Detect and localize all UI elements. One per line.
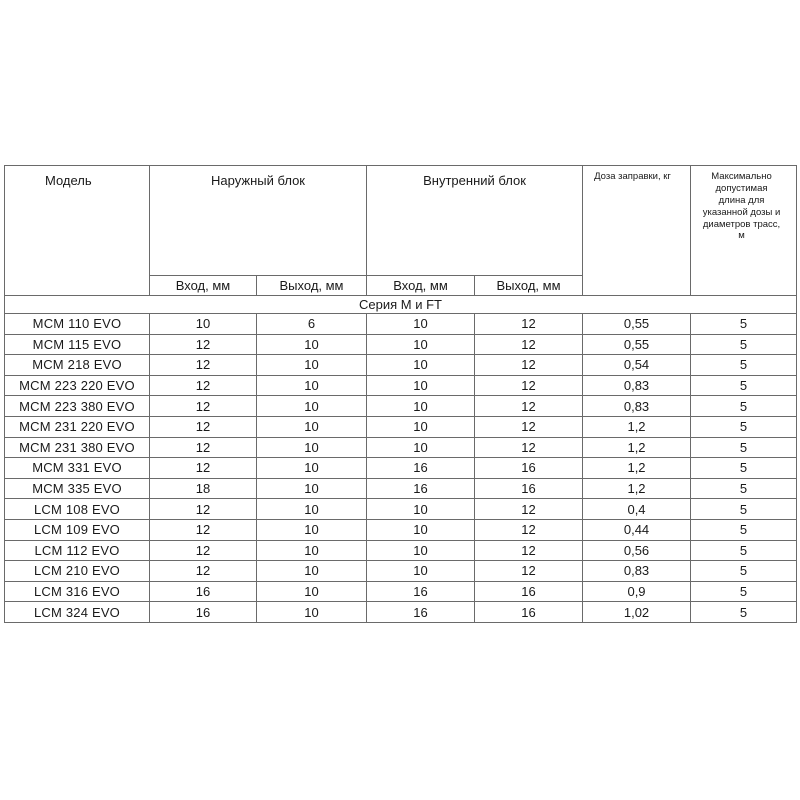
cell-outdoor-in: 16 [150,581,257,602]
cell-outdoor-out: 10 [257,375,367,396]
cell-dose: 0,44 [583,519,691,540]
cell-indoor-out: 16 [475,581,583,602]
cell-max-length: 5 [691,561,797,582]
cell-max-length: 5 [691,499,797,520]
table-row [5,416,797,437]
header-model: Модель [5,166,150,296]
header-outdoor-outlet: Выход, мм [257,276,367,296]
cell-outdoor-in: 18 [150,478,257,499]
cell-outdoor-out: 10 [257,355,367,376]
cell-outdoor-in: 16 [150,602,257,623]
table-row [5,540,797,561]
cell-max-length: 5 [691,416,797,437]
cell-indoor-in: 16 [367,602,475,623]
cell-model: MCM 110 EVO [5,314,150,335]
cell-outdoor-in: 12 [150,437,257,458]
cell-max-length: 5 [691,581,797,602]
table-row [5,458,797,479]
cell-indoor-in: 10 [367,540,475,561]
cell-dose: 0,54 [583,355,691,376]
cell-indoor-out: 12 [475,375,583,396]
cell-dose: 1,2 [583,416,691,437]
cell-max-length: 5 [691,437,797,458]
cell-outdoor-in: 12 [150,355,257,376]
cell-model: LCM 316 EVO [5,581,150,602]
cell-max-length: 5 [691,396,797,417]
table-row [5,499,797,520]
table-row [5,602,797,623]
header-charge-dose: Доза заправки, кг [583,166,691,296]
table-row [5,561,797,582]
cell-indoor-out: 16 [475,478,583,499]
cell-model: MCM 231 380 EVO [5,437,150,458]
header-indoor-outlet: Выход, мм [475,276,583,296]
series-row [5,296,797,314]
cell-indoor-in: 16 [367,478,475,499]
cell-indoor-out: 12 [475,416,583,437]
cell-max-length: 5 [691,602,797,623]
cell-indoor-in: 10 [367,355,475,376]
cell-dose: 0,4 [583,499,691,520]
cell-max-length: 5 [691,519,797,540]
cell-indoor-out: 12 [475,540,583,561]
cell-outdoor-out: 6 [257,314,367,335]
cell-model: LCM 109 EVO [5,519,150,540]
cell-dose: 0,9 [583,581,691,602]
cell-outdoor-in: 12 [150,396,257,417]
cell-outdoor-in: 12 [150,499,257,520]
cell-indoor-in: 16 [367,581,475,602]
cell-indoor-out: 12 [475,314,583,335]
table-row [5,519,797,540]
cell-indoor-out: 12 [475,519,583,540]
cell-model: LCM 210 EVO [5,561,150,582]
cell-model: MCM 223 380 EVO [5,396,150,417]
cell-outdoor-out: 10 [257,499,367,520]
cell-outdoor-in: 12 [150,458,257,479]
cell-model: MCM 115 EVO [5,334,150,355]
cell-outdoor-out: 10 [257,519,367,540]
cell-indoor-in: 10 [367,334,475,355]
header-indoor-inlet: Вход, мм [367,276,475,296]
cell-outdoor-out: 10 [257,416,367,437]
cell-dose: 0,56 [583,540,691,561]
header-max-length: Максимально допустимая длина для указанной дозы и диаметров трасс, м [691,166,797,296]
cell-model: MCM 231 220 EVO [5,416,150,437]
cell-indoor-out: 12 [475,355,583,376]
header-outdoor-inlet: Вход, мм [150,276,257,296]
cell-dose: 0,55 [583,314,691,335]
header-outdoor-unit: Наружный блок [150,166,367,276]
cell-outdoor-out: 10 [257,458,367,479]
cell-indoor-in: 10 [367,314,475,335]
cell-indoor-out: 16 [475,602,583,623]
cell-indoor-out: 12 [475,561,583,582]
table-row [5,478,797,499]
cell-outdoor-in: 10 [150,314,257,335]
cell-max-length: 5 [691,314,797,335]
cell-model: MCM 331 EVO [5,458,150,479]
cell-outdoor-in: 12 [150,561,257,582]
cell-indoor-in: 10 [367,561,475,582]
cell-outdoor-in: 12 [150,375,257,396]
table-row [5,396,797,417]
cell-model: MCM 218 EVO [5,355,150,376]
cell-outdoor-in: 12 [150,334,257,355]
cell-indoor-in: 10 [367,396,475,417]
cell-outdoor-out: 10 [257,602,367,623]
cell-outdoor-in: 12 [150,519,257,540]
cell-dose: 1,2 [583,437,691,458]
cell-dose: 0,55 [583,334,691,355]
cell-indoor-out: 16 [475,458,583,479]
cell-dose: 0,83 [583,375,691,396]
cell-indoor-in: 10 [367,375,475,396]
cell-dose: 1,02 [583,602,691,623]
spec-table [4,165,797,623]
cell-indoor-out: 12 [475,437,583,458]
cell-outdoor-out: 10 [257,478,367,499]
cell-dose: 0,83 [583,561,691,582]
cell-outdoor-in: 12 [150,540,257,561]
cell-model: MCM 223 220 EVO [5,375,150,396]
cell-indoor-out: 12 [475,334,583,355]
cell-model: LCM 108 EVO [5,499,150,520]
header-indoor-unit: Внутренний блок [367,166,583,276]
cell-max-length: 5 [691,375,797,396]
cell-indoor-in: 10 [367,519,475,540]
cell-outdoor-out: 10 [257,561,367,582]
cell-model: LCM 324 EVO [5,602,150,623]
cell-model: MCM 335 EVO [5,478,150,499]
cell-indoor-in: 10 [367,499,475,520]
cell-dose: 0,83 [583,396,691,417]
cell-max-length: 5 [691,478,797,499]
cell-outdoor-in: 12 [150,416,257,437]
cell-indoor-in: 16 [367,458,475,479]
cell-dose: 1,2 [583,478,691,499]
cell-max-length: 5 [691,540,797,561]
cell-indoor-out: 12 [475,499,583,520]
cell-max-length: 5 [691,458,797,479]
cell-outdoor-out: 10 [257,540,367,561]
table-row [5,581,797,602]
table-row [5,437,797,458]
cell-outdoor-out: 10 [257,437,367,458]
cell-indoor-out: 12 [475,396,583,417]
cell-max-length: 5 [691,334,797,355]
cell-dose: 1,2 [583,458,691,479]
cell-indoor-in: 10 [367,437,475,458]
cell-max-length: 5 [691,355,797,376]
table-row [5,375,797,396]
cell-outdoor-out: 10 [257,334,367,355]
cell-outdoor-out: 10 [257,396,367,417]
table-row [5,334,797,355]
table-row [5,314,797,335]
cell-indoor-in: 10 [367,416,475,437]
header-row-top [5,166,797,276]
cell-outdoor-out: 10 [257,581,367,602]
cell-model: LCM 112 EVO [5,540,150,561]
series-label: Серия М и FT [5,296,797,314]
table-row [5,355,797,376]
